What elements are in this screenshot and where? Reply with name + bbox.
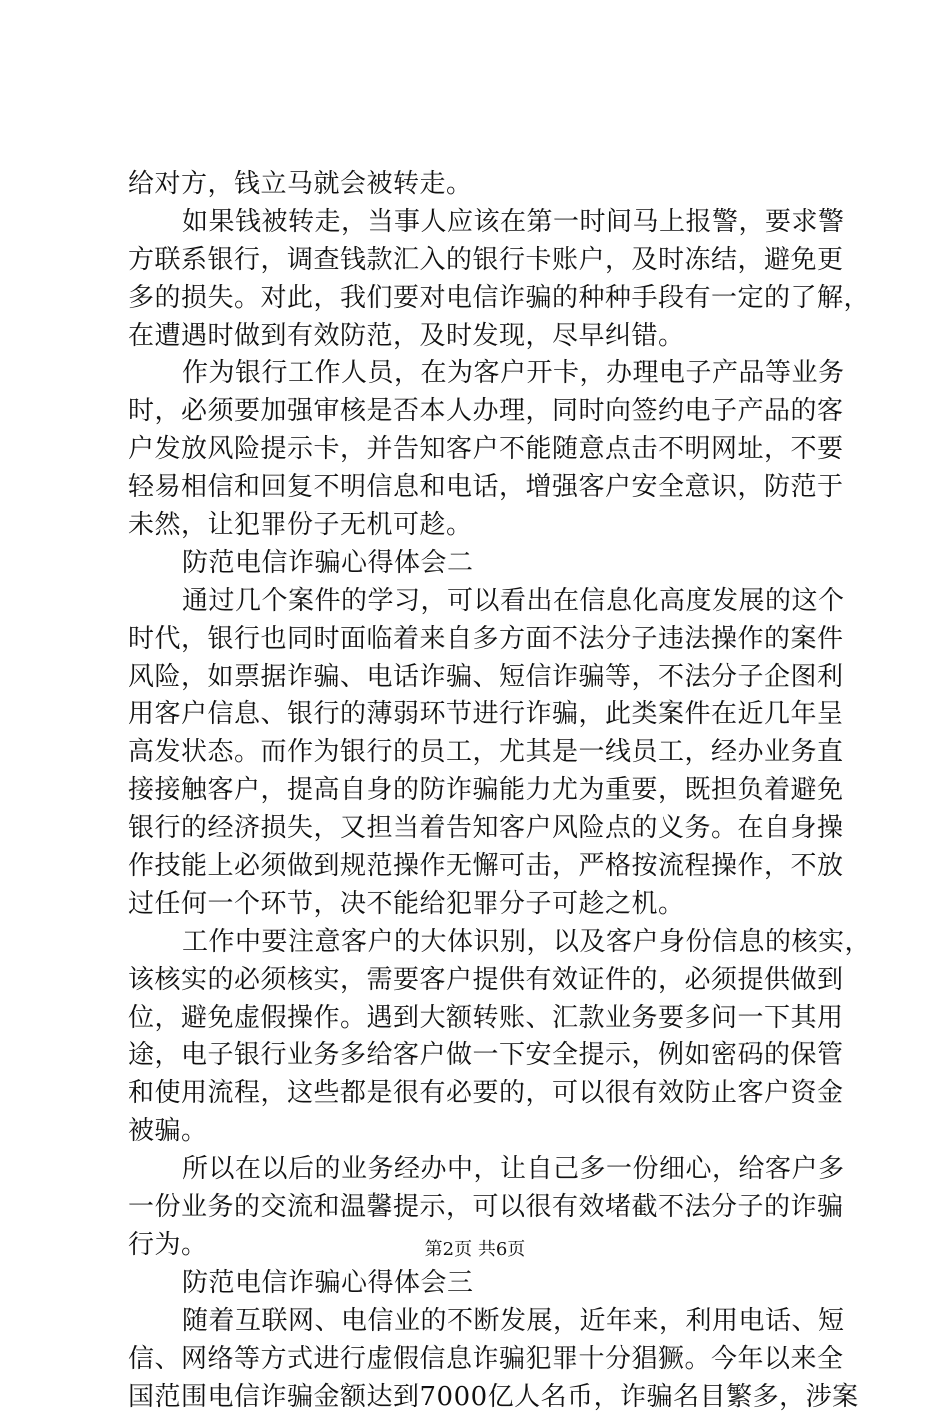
text-line: 过任何一个环节，决不能给犯罪分子可趁之机。 xyxy=(128,886,828,924)
text-line: 给对方，钱立马就会被转走。 xyxy=(128,166,828,204)
text-line: 一份业务的交流和温馨提示，可以很有效堵截不法分子的诈骗 xyxy=(128,1189,828,1227)
text-line: 在遭遇时做到有效防范，及时发现，尽早纠错。 xyxy=(128,318,828,356)
text-line: 该核实的必须核实，需要客户提供有效证件的，必须提供做到 xyxy=(128,962,828,1000)
text-line: 方联系银行，调查钱款汇入的银行卡账户，及时冻结，避免更 xyxy=(128,242,828,280)
text-line: 银行的经济损失，又担当着告知客户风险点的义务。在自身操 xyxy=(128,810,828,848)
text-line: 工作中要注意客户的大体识别，以及客户身份信息的核实， xyxy=(128,924,828,962)
text-line: 防范电信诈骗心得体会二 xyxy=(128,545,828,583)
text-line: 行为。 xyxy=(128,1227,828,1265)
text-line: 风险，如票据诈骗、电话诈骗、短信诈骗等，不法分子企图利 xyxy=(128,659,828,697)
text-line: 国范围电信诈骗金额达到7000亿人名币，诈骗名目繁多，涉案 xyxy=(128,1379,828,1416)
page-footer: 第2页 共6页 xyxy=(0,1238,950,1262)
text-line: 未然，让犯罪份子无机可趁。 xyxy=(128,507,828,545)
text-line: 位，避免虚假操作。遇到大额转账、汇款业务要多问一下其用 xyxy=(128,1000,828,1038)
document-body xyxy=(128,166,828,1416)
text-line: 时，必须要加强审核是否本人办理，同时向签约电子产品的客 xyxy=(128,393,828,431)
text-line: 接接触客户，提高自身的防诈骗能力尤为重要，既担负着避免 xyxy=(128,772,828,810)
text-line: 防范电信诈骗心得体会三 xyxy=(128,1265,828,1303)
text-line: 用客户信息、银行的薄弱环节进行诈骗，此类案件在近几年呈 xyxy=(128,696,828,734)
text-line: 所以在以后的业务经办中，让自己多一份细心，给客户多 xyxy=(128,1151,828,1189)
text-line: 被骗。 xyxy=(128,1113,828,1151)
text-line: 作技能上必须做到规范操作无懈可击，严格按流程操作，不放 xyxy=(128,848,828,886)
text-line: 和使用流程，这些都是很有必要的，可以很有效防止客户资金 xyxy=(128,1075,828,1113)
text-line: 信、网络等方式进行虚假信息诈骗犯罪十分猖獗。今年以来全 xyxy=(128,1341,828,1379)
text-line: 途，电子银行业务多给客户做一下安全提示，例如密码的保管 xyxy=(128,1037,828,1075)
text-line: 随着互联网、电信业的不断发展，近年来，利用电话、短 xyxy=(128,1303,828,1341)
text-line: 如果钱被转走，当事人应该在第一时间马上报警，要求警 xyxy=(128,204,828,242)
text-line: 轻易相信和回复不明信息和电话，增强客户安全意识，防范于 xyxy=(128,469,828,507)
text-line: 高发状态。而作为银行的员工，尤其是一线员工，经办业务直 xyxy=(128,734,828,772)
text-line: 作为银行工作人员，在为客户开卡，办理电子产品等业务 xyxy=(128,355,828,393)
text-line: 通过几个案件的学习，可以看出在信息化高度发展的这个 xyxy=(128,583,828,621)
text-line: 户发放风险提示卡，并告知客户不能随意点击不明网址，不要 xyxy=(128,431,828,469)
text-line: 时代，银行也同时面临着来自多方面不法分子违法操作的案件 xyxy=(128,621,828,659)
text-line: 多的损失。对此，我们要对电信诈骗的种种手段有一定的了解， xyxy=(128,280,828,318)
